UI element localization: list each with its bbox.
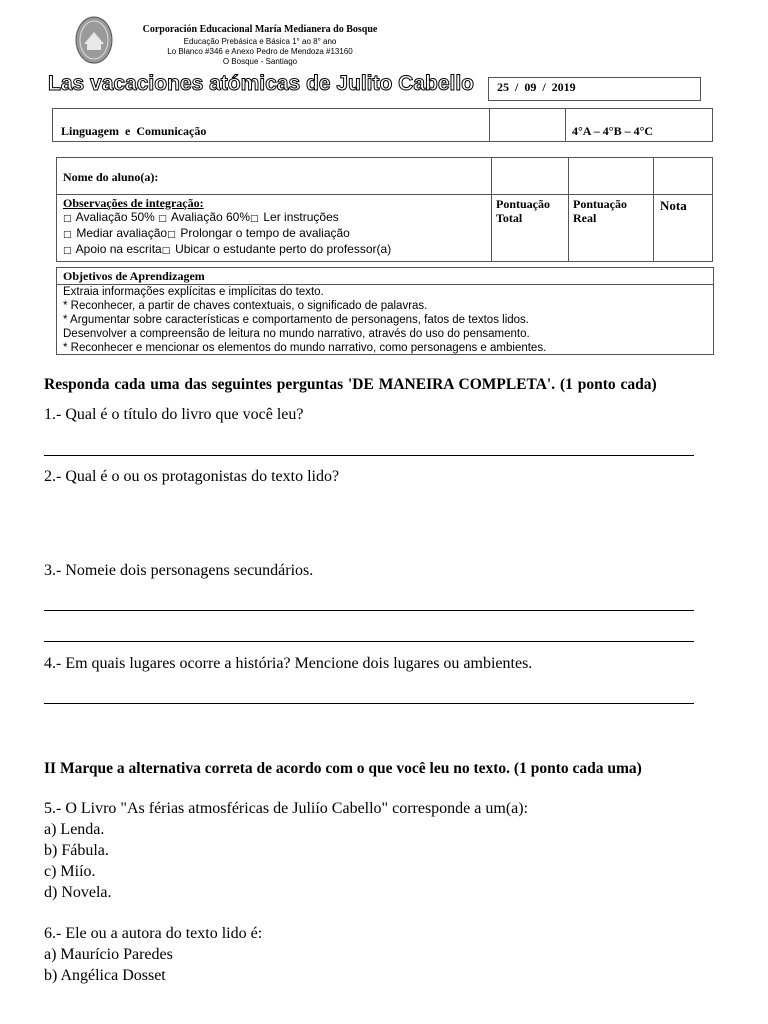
answer-line[interactable]	[44, 455, 694, 456]
subject-label: Linguagem e Comunicação	[61, 124, 207, 138]
q6-option-a[interactable]: a) Maurício Paredes	[44, 946, 173, 963]
observation-option: Ubicar o estudante perto do professor(a)	[175, 242, 392, 256]
q6-option-b[interactable]: b) Angélica Dosset	[44, 967, 166, 984]
checkbox-icon[interactable]: □	[63, 246, 72, 256]
school-header	[40, 24, 480, 68]
total-score-label: Pontuação Total	[496, 197, 550, 225]
subject-table	[52, 108, 713, 142]
grade-label: Nota	[660, 198, 687, 213]
date-value: 25 / 09 / 2019	[497, 80, 576, 94]
q5-option-c[interactable]: c) Miío.	[44, 863, 96, 880]
q5-option-b[interactable]: b) Fábula.	[44, 842, 109, 859]
checkbox-icon[interactable]: □	[167, 230, 176, 240]
real-score-label: Pontuação Real	[573, 197, 627, 225]
school-level: Educação Prebásica e Básica 1° ao 8° ano	[183, 37, 337, 46]
objectives-box	[56, 267, 714, 355]
section2-instruction: II Marque a alternativa correta de acordo com o que você leu no texto. (1 ponto cada uma)	[44, 760, 642, 777]
question-6: 6.- Ele ou a autora do texto lido é:	[44, 925, 263, 942]
student-name-label: Nome do aluno(a):	[63, 170, 159, 184]
grades-label: 4°A – 4°B – 4°C	[572, 124, 654, 138]
q5-option-d[interactable]: d) Novela.	[44, 884, 112, 901]
school-address: Lo Blanco #346 e Anexo Pedro de Mendoza #13160	[167, 47, 353, 56]
student-name-cell[interactable]	[57, 158, 492, 195]
objectives-title: Objetivos de Aprendizagem	[57, 268, 713, 285]
answer-line[interactable]	[44, 641, 694, 642]
objective-item: * Argumentar sobre características e comportamento de personagens, fatos de textos lidos.	[63, 314, 529, 326]
observation-option: Avaliação 50%	[75, 210, 155, 224]
objective-item: Extraia informações explícitas e implícitas do texto.	[63, 286, 324, 298]
question-5: 5.- O Livro "As férias atmosféricas de Juliío Cabello" corresponde a um(a):	[44, 800, 529, 817]
date-box	[488, 77, 701, 101]
question-1: 1.- Qual é o título do livro que você leu?	[44, 406, 304, 423]
student-info-table	[56, 157, 713, 262]
question-3: 3.- Nomeie dois personagens secundários.	[44, 562, 314, 579]
question-2: 2.- Qual é o ou os protagonistas do texto lido?	[44, 468, 340, 485]
answer-line[interactable]	[44, 610, 694, 611]
answer-line[interactable]	[44, 703, 694, 704]
objective-item: * Reconhecer, a partir de chaves contextuais, o significado de palavras.	[63, 300, 428, 312]
section1-instruction: Responda cada uma das seguintes perguntas 'DE MANEIRA COMPLETA'. (1 ponto cada)	[44, 376, 657, 393]
observation-option: Avaliação 60%	[170, 210, 251, 224]
observations-title: Observações de integração:	[63, 196, 204, 210]
school-name: Corporación Educacional María Medianera do Bosque	[142, 24, 378, 35]
checkbox-icon[interactable]: □	[63, 214, 72, 224]
document-title: Las vacaciones atómicas de Julito Cabello	[48, 72, 474, 95]
q5-option-a[interactable]: a) Lenda.	[44, 821, 105, 838]
checkbox-icon[interactable]: □	[63, 230, 72, 240]
checkbox-icon[interactable]: □	[250, 214, 259, 224]
question-4: 4.- Em quais lugares ocorre a história? Mencione dois lugares ou ambientes.	[44, 655, 533, 672]
observation-option: Prolongar o tempo de avaliação	[180, 226, 350, 240]
school-location: O Bosque - Santiago	[222, 57, 298, 66]
observation-option: Ler instruções	[263, 210, 339, 224]
observation-option: Apoio na escrita	[75, 242, 162, 256]
objective-item: * Reconhecer e mencionar os elementos do mundo narrativo, como personagens e ambientes.	[63, 342, 547, 354]
observation-option: Mediar avaliação	[76, 226, 168, 240]
checkbox-icon[interactable]: □	[158, 214, 167, 224]
objective-item: Desenvolver a compreensão de leitura no mundo narrativo, através do uso do pensamento.	[63, 328, 530, 340]
checkbox-icon[interactable]: □	[161, 246, 171, 256]
